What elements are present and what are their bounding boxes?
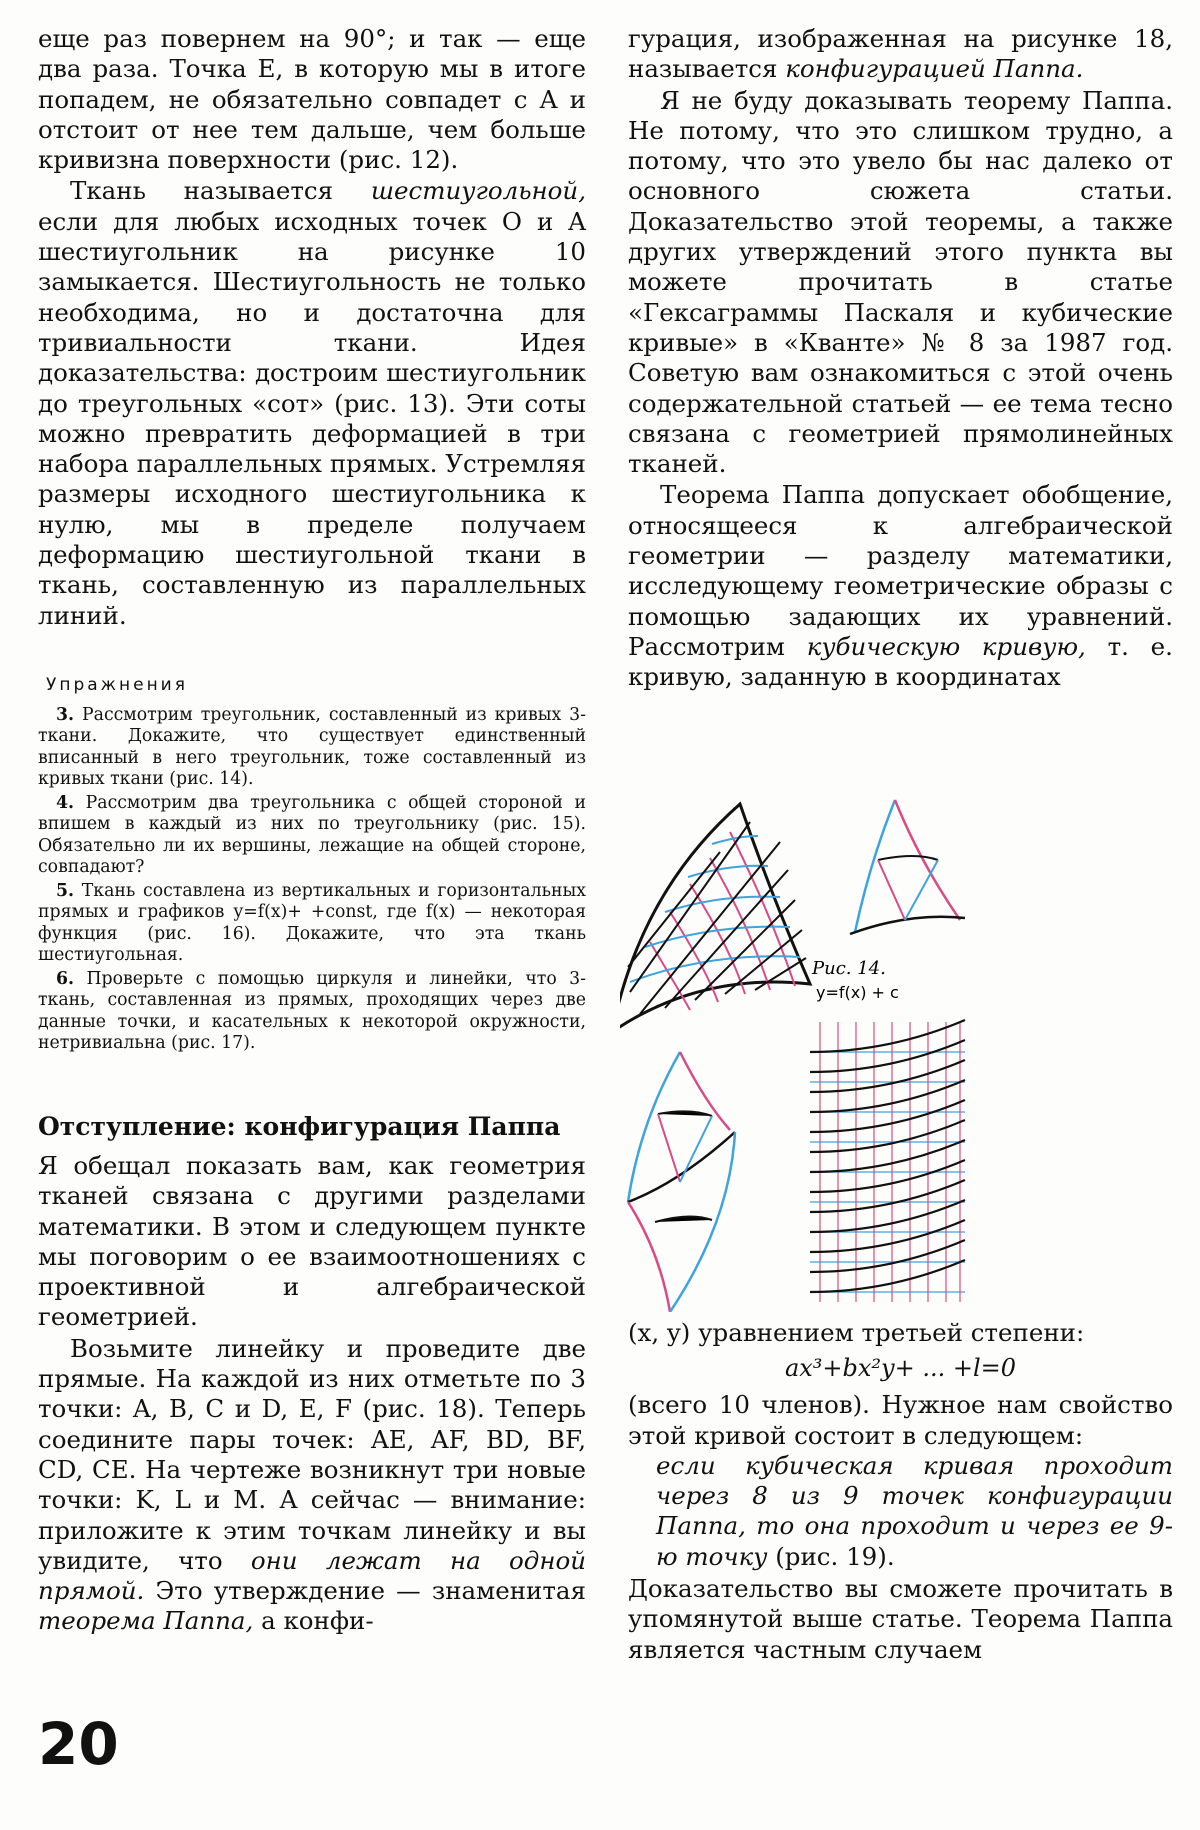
right-column-bottom	[628, 1318, 1173, 1665]
figures-svg	[620, 752, 1180, 1312]
formula: ax³+bx²y+ ... +l=0	[784, 1354, 1017, 1383]
fig16-label: y=f(x) + c	[816, 983, 899, 1002]
exercise-item: 3. Рассмотрим треугольник, составленный из кривых 3-ткани. Докажите, что существует единственный вписанный в него треугольник, тоже составленный из кривых ткани (рис. 14).	[38, 704, 586, 790]
paragraph: Возьмите линейку и проведите две прямые. На каждой из них отметьте по 3 точки: A, B, C и D, E, F (рис. 18). Теперь соедините пары точек: AE, AF, BD, BF, CD, CE. На чертеже возникнут три новые точки: K, L и M. А сейчас — внимание: приложите к этим точкам линейку и вы увидите, что они лежат на одной прямой. Это утверждение — знаменитая теорема Паппа, а конфи-	[38, 1333, 586, 1636]
paragraph: гурация, изображенная на рисунке 18, называется конфигурацией Паппа.	[628, 24, 1173, 84]
paragraph: Доказательство вы сможете прочитать в упомянутой выше статье. Теорема Паппа является частным случаем	[628, 1574, 1173, 1664]
paragraph: Я обещал показать вам, как геометрия тканей связана с другими разделами математики. В этом и следующем пункте мы поговорим о ее взаимоотношениях с проективной и алгебраической геометрией.	[38, 1150, 586, 1332]
fig16-curves	[810, 1020, 965, 1292]
fig14-caption: Рис. 14.	[812, 958, 886, 979]
figure-13-honeycomb	[620, 804, 810, 1032]
paragraph: Я не буду доказывать теорему Паппа. Не потому, что это слишком трудно, а потому, что это увело бы нас далеко от основного сюжета статьи. Доказательство этой теоремы, а также других утверждений этого пункта вы можете прочитать в статье «Гексаграммы Паскаля и кубические кривые» в «Кванте» № 8 за 1987 год. Советую вам ознакомиться с этой очень содержательной статьей — ее тема тесно связана с геометрией прямолинейных тканей.	[628, 85, 1173, 479]
section-title: Отступление: конфигурация Паппа	[38, 1111, 561, 1141]
figure-15	[628, 1052, 735, 1312]
paragraph: (x, y) уравнением третьей степени:	[628, 1318, 1085, 1347]
page-number: 20	[38, 1710, 119, 1778]
theorem: если кубическая кривая проходит через 8 из 9 точек конфигурации Паппа, то она проходит и через ее 9-ю точку (рис. 19).	[656, 1450, 1173, 1571]
fig13-black-lines	[628, 822, 806, 1014]
paragraph: Теорема Паппа допускает обобщение, относящееся к алгебраической геометрии — разделу математики, исследующему геометрические образы с помощью задающих их уравнений. Рассмотрим кубическую кривую, т. е. кривую, заданную в координатах	[628, 480, 1173, 692]
figures-area	[620, 752, 1180, 1312]
exercises-heading: Упражнения	[46, 674, 188, 695]
exercise-item: 5. Ткань составлена из вертикальных и горизонтальных прямых и графиков y=f(x)+ +const, где f(x) — некоторая функция (рис. 16). Докажите, что эта ткань шестиугольная.	[38, 880, 586, 966]
paragraph: (всего 10 членов). Нужное нам свойство этой кривой состоит в следующем:	[628, 1390, 1173, 1450]
figure-14	[850, 800, 965, 934]
paragraph: Ткань называется шестиугольной, если для любых исходных точек O и A шестиугольник на рисунке 10 замыкается. Шестиугольность не только необходима, но и достаточна для тривиальности ткани. Идея доказательства: достроим шестиугольник до треугольных «сот» (рис. 13). Эти соты можно превратить деформацией в три набора параллельных прямых. Устремляя размеры исходного шестиугольника к нулю, мы в пределе получаем деформацию шестиугольной ткани в ткань, составленную из параллельных линий.	[38, 176, 586, 630]
figure-16	[810, 983, 965, 1302]
paragraph: еще раз повернем на 90°; и так — еще два раза. Точка E, в которую мы в итоге попадем, не обязательно совпадет с A и отстоит от нее тем дальше, чем больше кривизна поверхности (рис. 12).	[38, 24, 586, 175]
exercise-list	[38, 705, 586, 1055]
fig13-outline	[620, 804, 810, 1032]
left-column	[38, 24, 586, 1637]
right-column	[628, 24, 1173, 693]
exercise-item: 6. Проверьте с помощью циркуля и линейки, что 3-ткань, составленная из прямых, проходящих через две данные точки, и касательных к некоторой окружности, нетривиальна (рис. 17).	[38, 968, 586, 1054]
exercise-item: 4. Рассмотрим два треугольника с общей стороной и впишем в каждый из них по треугольнику (рис. 15). Обязательно ли их вершины, лежащие на общей стороне, совпадают?	[38, 792, 586, 878]
